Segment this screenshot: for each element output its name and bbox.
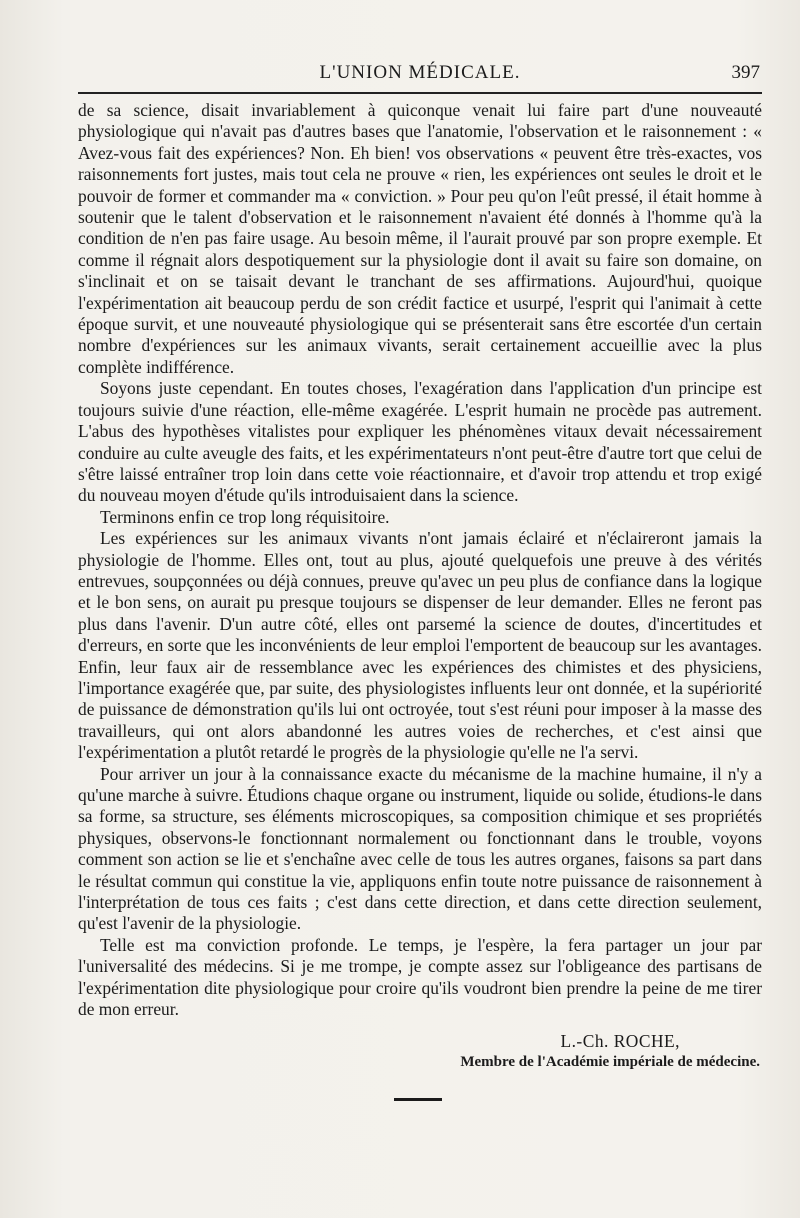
running-title: L'UNION MÉDICALE. <box>319 62 521 83</box>
author-title: Membre de l'Académie impériale de médecine. <box>460 1054 760 1071</box>
paragraph: Terminons enfin ce trop long réquisitoire. <box>100 506 390 527</box>
article-body <box>78 100 762 1020</box>
paragraph: de sa science, disait invariablement à quiconque venait lui faire part d'une nouveauté physiologique qui n'avait pas d'autres bases que l'anatomie, l'observation et le raisonnement : « Avez-vous fait des expériences? Non. Eh bien! vos observations « peuvent être très-exactes, vos raisonnements fort justes, mais tout cela ne prouve « rien, les expériences ont seules le droit et le pouvoir de former et commander ma « conviction. » Pour peu qu'on l'eût pressé, il était homme à soutenir que le talent d'observation et le raisonnement n'avaient été donnés à l'homme qu'à la condition de n'en pas faire usage. Au besoin même, il l'aurait prouvé par son propre exemple. Et comme il régnait alors despotiquement sur la physiologie dont il avait su faire son domaine, on s'inclinait et on se taisait devant le tranchant de ses affirmations. Aujourd'hui, quoique l'expérimentation ait beaucoup perdu de son crédit factice et usurpé, l'esprit qui l'animait à cette époque survit, et une nouveauté physiologique qui se présenterait sans être escortée d'un certain nombre d'expériences sur les animaux vivants, serait certainement accueillie avec la plus complète indifférence. <box>78 100 762 377</box>
paragraph: Les expériences sur les animaux vivants n'ont jamais éclairé et n'éclaireront jamais la physiologie de l'homme. Elles ont, tout au plus, ajouté quelquefois une preuve à des vérités entrevues, soupçonnées ou déjà connues, preuve qu'avec un peu plus de confiance dans la logique et le bon sens, on aurait pu presque toujours se dispenser de leur demander. Elles ne feront pas plus dans l'avenir. D'un autre côté, elles ont parsemé la science de doutes, d'incertitudes et d'erreurs, en sorte que les inconvénients de leur emploi l'emportent de beaucoup sur les avantages. Enfin, leur faux air de ressemblance avec les expériences des chimistes et des physiciens, l'importance exagérée que, par suite, des physiologistes influents leur ont donnée, et la supériorité de puissance de démonstration qu'ils lui ont octroyée, tout s'est réuni pour imposer à la masse des travailleurs, qui ont alors abandonné les autres voies de recherches, et c'est ainsi que l'expérimentation a plutôt retardé le progrès de la physiologie qu'elle ne l'a servi. <box>78 528 762 763</box>
end-rule <box>394 1098 442 1101</box>
paragraph: Soyons juste cependant. En toutes choses, l'exagération dans l'application d'un principe est toujours suivie d'une réaction, elle-même exagérée. L'esprit humain ne procède pas autrement. L'abus des hypothèses vitalistes pour expliquer les phénomènes vitaux devait nécessairement conduire au culte aveugle des faits, et les expérimentateurs n'ont peut-être d'autre tort que celui de s'être laissé entraîner trop loin dans cette voie réactionnaire, et d'avoir trop attendu et trop exigé du nouveau moyen d'étude qu'ils introduisaient dans la science. <box>78 378 762 506</box>
author-name: L.-Ch. ROCHE, <box>560 1031 680 1052</box>
signature-block <box>78 1030 762 1072</box>
page-number: 397 <box>731 62 760 83</box>
paragraph: Telle est ma conviction profonde. Le temps, je l'espère, la fera partager un jour par l'universalité des médecins. Si je me trompe, je compte assez sur l'obligeance des partisans de l'expérimentation dite physiologique pour croire qu'ils voudront bien prendre la peine de me tirer de mon erreur. <box>78 934 762 1020</box>
header-rule <box>78 92 762 94</box>
paragraph: Pour arriver un jour à la connaissance exacte du mécanisme de la machine humaine, il n'y a qu'une marche à suivre. Étudions chaque organe ou instrument, liquide ou solide, étudions-le dans sa forme, sa structure, ses éléments microscopiques, sa composition chimique et ses propriétés physiques, observons-le fonctionnant normalement ou fonctionnant dans le trouble, voyons comment son action se lie et s'enchaîne avec celle de tous les autres organes, faisons sa part dans le résultat commun qui constitue la vie, appliquons enfin toute notre puissance de raisonnement à l'interprétation de tous ces faits ; c'est dans cette direction, et dans cette direction seulement, qu'est l'avenir de la physiologie. <box>78 763 762 934</box>
page-header <box>78 60 762 88</box>
